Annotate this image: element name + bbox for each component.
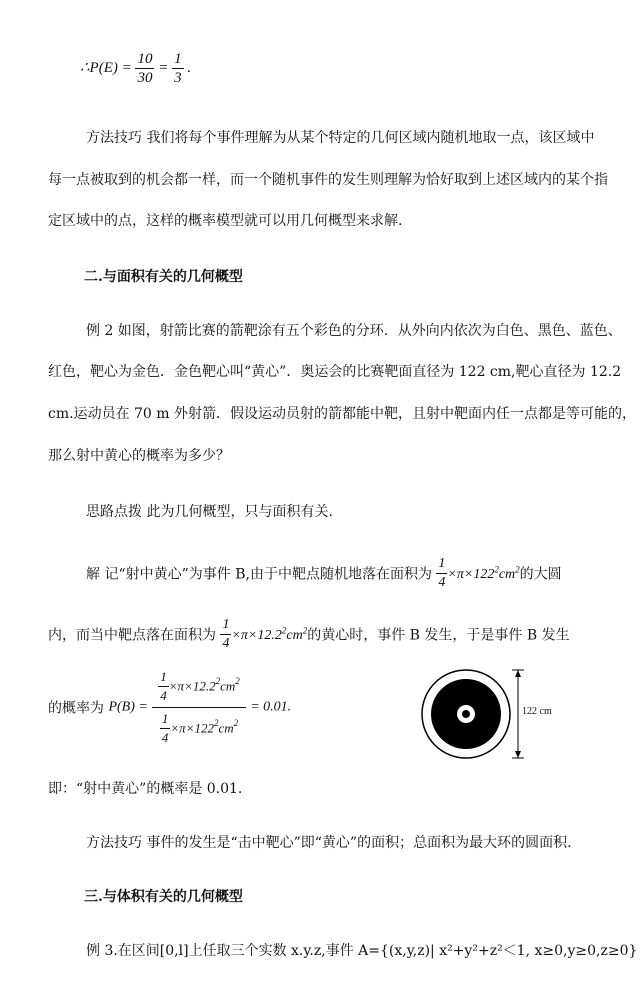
formula-prefix: ∴P(E) = <box>80 59 132 76</box>
example2-line4: 那么射中黄心的概率为多少？ <box>48 448 230 464</box>
solution-line2-tail: 的黄心时，事件 B 发生，于是事件 B 发生 <box>307 627 570 644</box>
exponent: 2 <box>215 676 221 687</box>
archery-target-figure <box>420 664 560 768</box>
result-value: = 0.01. <box>250 699 292 715</box>
solution-line1 <box>86 555 562 592</box>
exponent: 2 <box>233 718 239 729</box>
section3-heading: 三.与体积有关的几何概型 <box>84 889 243 905</box>
exponent: 2 <box>281 625 287 636</box>
example2-line2: 红色，靶心为金色．金色靶心叫“黄心”．奥运会的比赛靶面直径为 122 cm,靶心直径为 12.2 <box>48 364 622 380</box>
formula-period: . <box>187 59 192 76</box>
arrow-down-icon <box>515 751 521 758</box>
solution-line3 <box>48 668 291 747</box>
exponent: 2 <box>213 718 219 729</box>
exponent: 2 <box>235 676 240 687</box>
fraction-numerator: 1 <box>174 51 182 67</box>
answer-text: 即：“射中黄心”的概率是 0.01. <box>48 781 243 797</box>
fraction-denominator: 4 <box>161 730 169 745</box>
tip1-line3: 定区域中的点，这样的概率模型就可以用几何概型来求解. <box>48 213 403 229</box>
bullseye <box>462 710 470 718</box>
fraction-numerator: 1 <box>158 668 169 687</box>
solution-line2 <box>48 616 570 653</box>
solution-line2-text: 内，而当中靶点落在面积为 <box>48 627 216 644</box>
fraction-numerator: 10 <box>137 51 153 67</box>
fraction-10-30 <box>135 50 154 87</box>
tip1-line1: 方法技巧 我们将每个事件理解为从某个特定的几何区域内随机地取一点，该区域中 <box>86 130 595 146</box>
hint-text: 思路点拨 此为几何概型，只与面积有关. <box>86 504 333 520</box>
fraction-denominator: 30 <box>137 70 153 86</box>
compound-denominator <box>152 708 245 747</box>
example2-line3: cm.运动员在 70 m 外射箭．假设运动员射的箭都能中靶，且射中靶面内任一点都是等可能的， <box>48 406 637 422</box>
unit-text: cm <box>218 720 234 736</box>
unit-text: cm <box>286 627 303 643</box>
compound-fraction <box>152 668 245 747</box>
fraction-quarter <box>160 710 171 747</box>
exponent: 2 <box>494 564 499 575</box>
denominator-expr: ×π×122 <box>170 720 214 736</box>
fraction-numerator: 1 <box>220 616 231 635</box>
exponent: 2 <box>302 625 308 636</box>
tip2-text: 方法技巧 事件的发生是“击中靶心”即“黄心”的面积；总面积为最大环的圆面积. <box>86 835 572 851</box>
fraction-quarter <box>220 616 231 653</box>
dimension-label: 122 cm <box>522 706 552 717</box>
fraction-numerator: 1 <box>160 710 171 729</box>
solution-line1-tail: 的大圆 <box>519 566 562 583</box>
solution-line1-text: 解 记“射中黄心”为事件 B,由于中靶点随机地落在面积为 <box>86 566 432 583</box>
section2-heading: 二.与面积有关的几何概型 <box>84 269 243 285</box>
unit-text: cm <box>220 678 236 694</box>
area-expression <box>447 564 520 582</box>
numerator-expr: ×π×12.2 <box>168 678 216 694</box>
fraction-denominator: 4 <box>160 688 167 703</box>
fraction-denominator: 4 <box>222 636 230 651</box>
equals-sign: = <box>158 59 169 76</box>
area-expression <box>231 625 308 643</box>
compound-numerator <box>152 668 245 708</box>
pb-label: P(B) = <box>108 699 148 715</box>
area-expr-text: ×π×12.2 <box>231 627 282 643</box>
unit-text: cm <box>498 566 516 582</box>
fraction-numerator: 1 <box>436 555 447 574</box>
arrow-up-icon <box>515 670 521 677</box>
fraction-quarter <box>158 668 169 705</box>
tip1-line2: 每一点被取到的机会都一样，而一个随机事件的发生则理解为恰好取到上述区域内的某个指 <box>48 172 608 188</box>
example3-text: 例 3.在区间[0,l]上任取三个实数 x.y.z,事件 A={(x,y,z)| x²+y²+z²＜1, x≥0,y≥0,z≥0} <box>86 943 638 959</box>
solution-line3-text: 的概率为 <box>48 700 104 717</box>
fraction-1-3 <box>172 50 184 87</box>
probability-result-formula <box>80 50 191 87</box>
area-expr-text: ×π×122 <box>447 566 495 582</box>
example2-line1: 例 2 如图，射箭比赛的箭靶涂有五个彩色的分环．从外向内依次为白色、黑色、蓝色、 <box>86 323 622 339</box>
exponent: 2 <box>515 564 520 575</box>
fraction-denominator: 4 <box>438 575 446 590</box>
fraction-quarter <box>436 555 447 592</box>
fraction-denominator: 3 <box>174 70 182 86</box>
